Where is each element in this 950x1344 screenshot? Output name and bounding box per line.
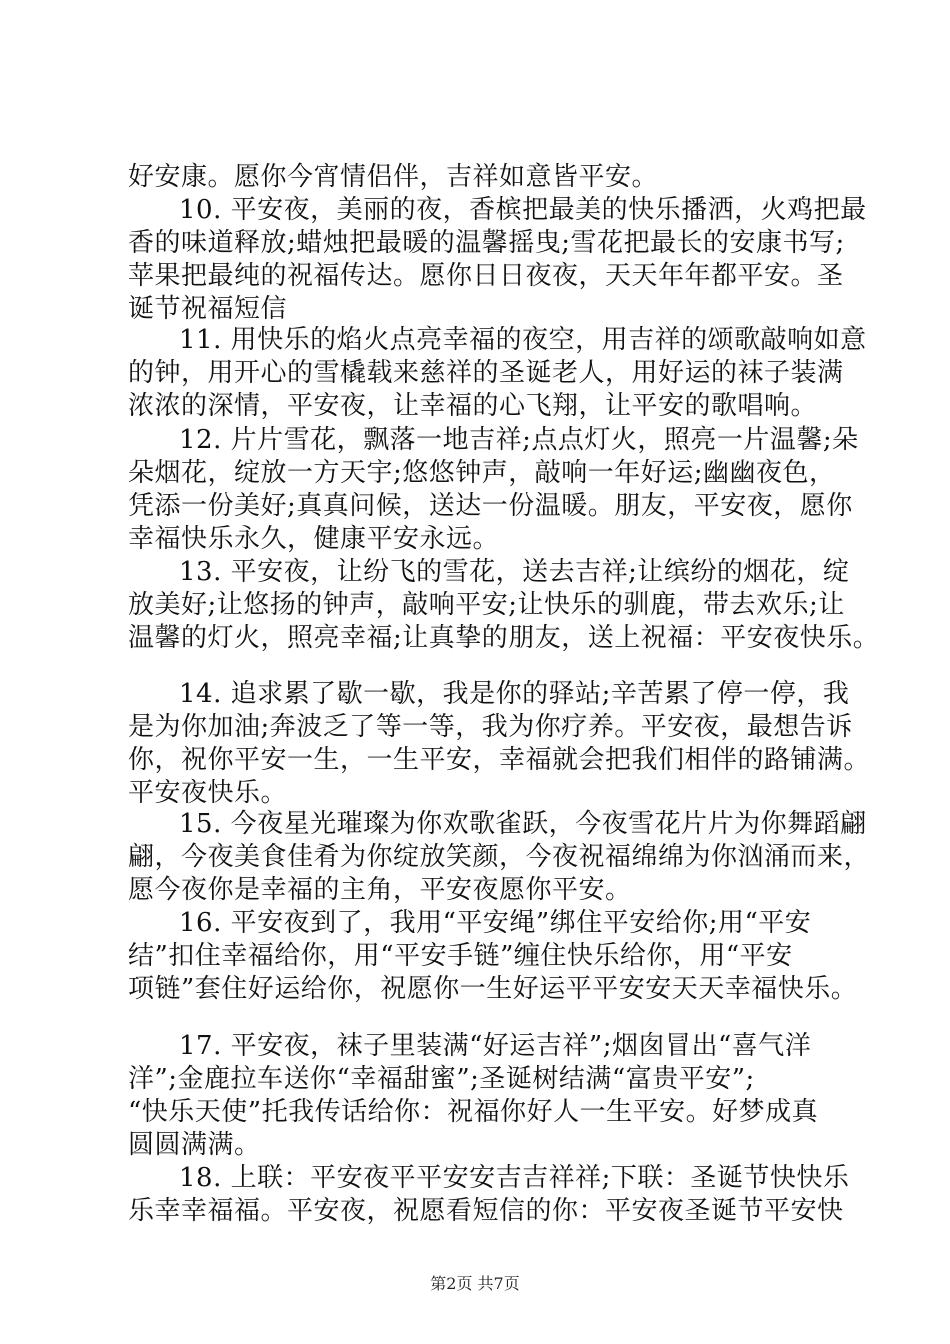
text-line: 凭添一份美好;真真问候，送达一份温暖。朋友，平安夜，愿你	[128, 491, 853, 521]
text-line: 温馨的灯火，照亮幸福;让真挚的朋友，送上祝福：平安夜快乐。	[128, 623, 880, 653]
text-line: 13. 平安夜，让纷飞的雪花，送去吉祥;让缤纷的烟花，绽	[179, 557, 850, 587]
text-line: 10. 平安夜，美丽的夜，香槟把最美的快乐播洒，火鸡把最	[179, 195, 867, 225]
text-line: 的钟，用开心的雪橇载来慈祥的圣诞老人，用好运的袜子装满	[128, 358, 844, 388]
text-line: 朵烟花，绽放一方天宇;悠悠钟声，敲响一年好运;幽幽夜色，	[128, 458, 836, 488]
text-line: 17. 平安夜，袜子里装满“好运吉祥”;烟囱冒出“喜气洋	[179, 1031, 812, 1061]
text-line: 洋”;金鹿拉车送你“幸福甜蜜”;圣诞树结满“富贵平安”;	[128, 1064, 755, 1094]
text-line: 16. 平安夜到了，我用“平安绳”绑住平安给你;用“平安	[179, 908, 812, 938]
text-line: 14. 追求累了歇一歇，我是你的驿站;辛苦累了停一停，我	[179, 679, 850, 709]
text-line: 你，祝你平安一生，一生平安，幸福就会把我们相伴的路铺满。	[128, 745, 871, 775]
text-line: 香的味道释放;蜡烛把最暖的温馨摇曳;雪花把最长的安康书写;	[128, 228, 845, 258]
text-line: 平安夜快乐。	[128, 778, 288, 808]
text-line: 12. 片片雪花，飘落一地吉祥;点点灯火，照亮一片温馨;朵	[179, 425, 859, 455]
text-line: “快乐天使”托我传话给你：祝福你好人一生平安。好梦成真	[128, 1097, 819, 1127]
text-line: 乐幸幸福福。平安夜，祝愿看短信的你：平安夜圣诞节平安快	[128, 1196, 844, 1226]
text-line: 愿今夜你是幸福的主角，平安夜愿你平安。	[128, 875, 632, 905]
text-line: 好安康。愿你今宵情侣伴，吉祥如意皆平安。	[128, 162, 659, 192]
text-line: 苹果把最纯的祝福传达。愿你日日夜夜，天天年年都平安。圣	[128, 261, 844, 291]
text-line: 是为你加油;奔波乏了等一等，我为你疗养。平安夜，最想告诉	[128, 712, 853, 742]
text-line: 翩，今夜美食佳肴为你绽放笑颜，今夜祝福绵绵为你汹涌而来，	[128, 842, 871, 872]
text-line: 15. 今夜星光璀璨为你欢歌雀跃，今夜雪花片片为你舞蹈翩	[179, 809, 867, 839]
text-line: 放美好;让悠扬的钟声，敲响平安;让快乐的驯鹿，带去欢乐;让	[128, 590, 845, 620]
page-footer: 第2页 共7页	[430, 1274, 520, 1293]
text-line: 诞节祝福短信	[128, 294, 288, 324]
text-line: 结”扣住幸福给你，用“平安手链”缠住快乐给你，用“平安	[128, 941, 793, 971]
text-line: 浓浓的深情，平安夜，让幸福的心飞翔，让平安的歌唱响。	[128, 391, 818, 421]
text-line: 11. 用快乐的焰火点亮幸福的夜空，用吉祥的颂歌敲响如意	[179, 325, 867, 355]
text-line: 项链”套住好运给你，祝愿你一生好运平平安安天天幸福快乐。	[128, 974, 858, 1004]
text-line: 18. 上联：平安夜平平安安吉吉祥祥;下联：圣诞节快快乐	[179, 1163, 850, 1193]
text-line: 幸福快乐永久，健康平安永远。	[128, 524, 500, 554]
text-line: 圆圆满满。	[128, 1130, 261, 1160]
